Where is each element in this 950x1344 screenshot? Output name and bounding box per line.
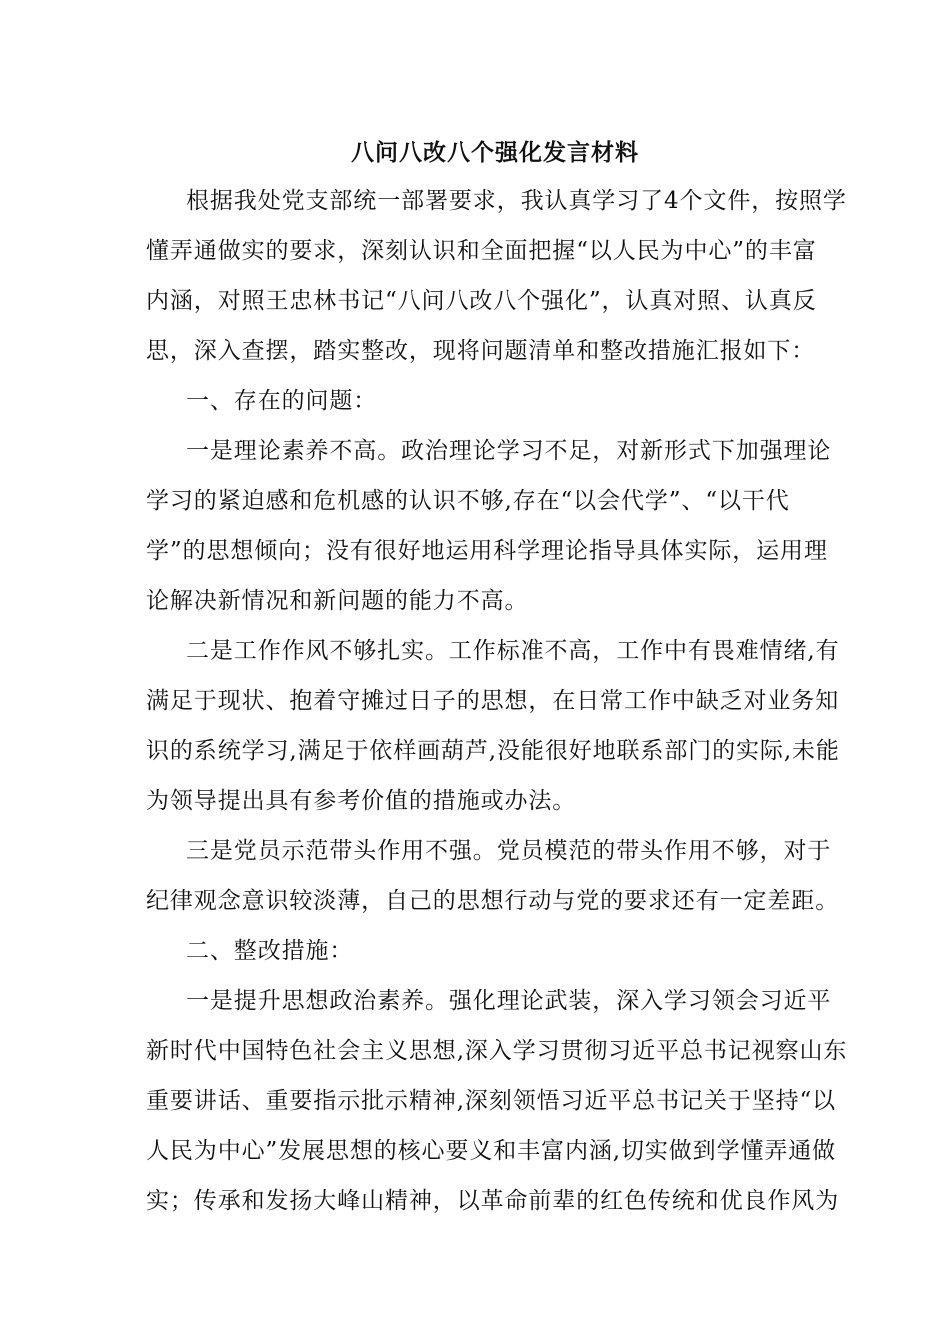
paragraph-line: 二是工作作风不够扎实。工作标准不高，工作中有畏难情绪,有 bbox=[186, 638, 840, 664]
paragraph-line: 重要讲话、重要指示批示精神,深刻领悟习近平总书记关于坚持“以 bbox=[146, 1088, 837, 1114]
paragraph-line: 实；传承和发扬大峰山精神，以革命前辈的红色传统和优良作风为 bbox=[146, 1188, 840, 1214]
paragraph-line: 根据我处党支部统一部署要求，我认真学习了4个文件，按照学 bbox=[186, 188, 847, 214]
paragraph-line: 识的系统学习,满足于依样画葫芦,没能很好地联系部门的实际,未能 bbox=[146, 738, 840, 764]
paragraph-line: 为领导提出具有参考价值的措施或办法。 bbox=[146, 788, 577, 814]
paragraph-line: 纪律观念意识较淡薄，自己的思想行动与党的要求还有一定差距。 bbox=[146, 888, 840, 914]
paragraph-line: 懂弄通做实的要求，深刻认识和全面把握“以人民为中心”的丰富 bbox=[146, 238, 817, 264]
paragraph-line: 新时代中国特色社会主义思想,深入学习贯彻习近平总书记视察山东 bbox=[146, 1038, 848, 1064]
document-title: 八问八改八个强化发言材料 bbox=[351, 139, 639, 166]
paragraph-line: 学”的思想倾向；没有很好地运用科学理论指导具体实际，运用理 bbox=[146, 538, 828, 564]
paragraph-line: 一是提升思想政治素养。强化理论武装，深入学习领会习近平 bbox=[186, 988, 832, 1014]
paragraph-line: 三是党员示范带头作用不强。党员模范的带头作用不够，对于 bbox=[186, 838, 832, 864]
paragraph-line: 思，深入查摆，踏实整改，现将问题清单和整改措施汇报如下： bbox=[146, 338, 816, 364]
paragraph-line: 满足于现状、抱着守摊过日子的思想，在日常工作中缺乏对业务知 bbox=[146, 688, 840, 714]
paragraph-line: 人民为中心”发展思想的核心要义和丰富内涵,切实做到学懂弄通做 bbox=[146, 1138, 837, 1164]
paragraph-line: 内涵，对照王忠林书记“八问八改八个强化”，认真对照、认真反 bbox=[146, 288, 817, 314]
section-heading: 一、存在的问题： bbox=[186, 388, 378, 414]
paragraph-line: 一是理论素养不高。政治理论学习不足，对新形式下加强理论 bbox=[186, 438, 832, 464]
paragraph-line: 论解决新情况和新问题的能力不高。 bbox=[146, 588, 529, 614]
section-heading: 二、整改措施： bbox=[186, 938, 354, 964]
paragraph-line: 学习的紧迫感和危机感的认识不够,存在“以会代学”、“以干代 bbox=[146, 488, 790, 514]
